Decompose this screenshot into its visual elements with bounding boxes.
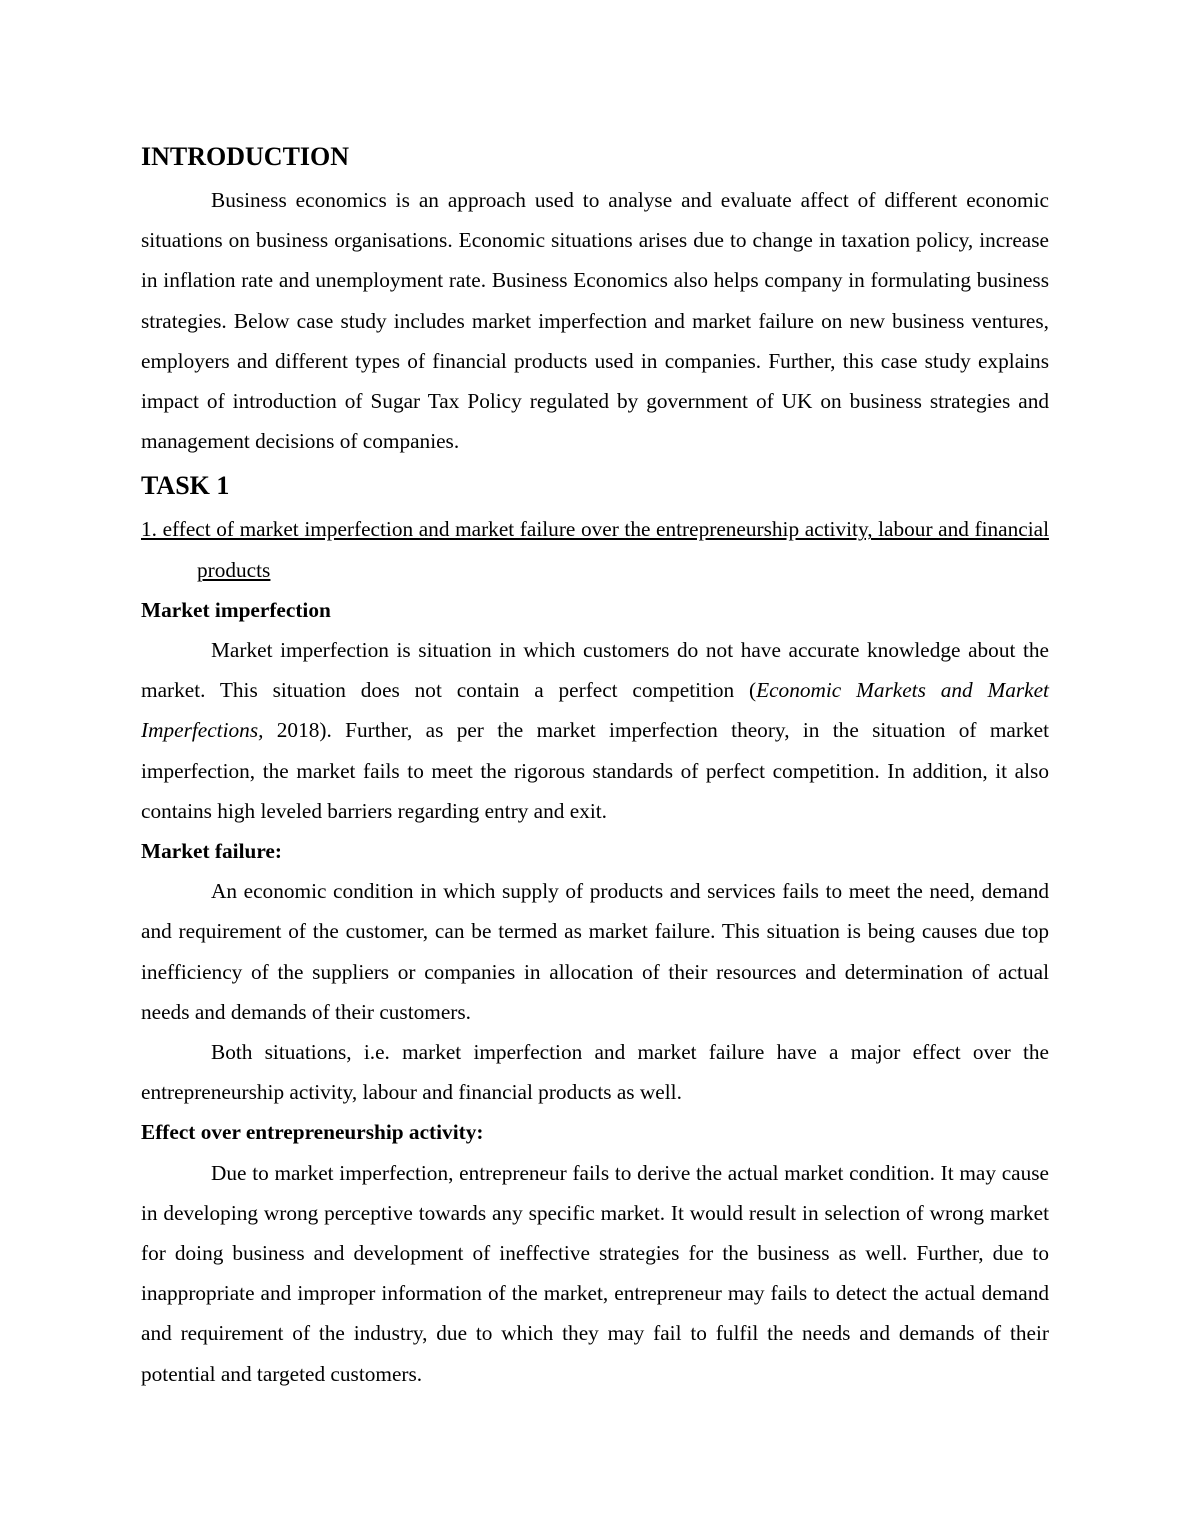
- task-1-item-heading: [141, 509, 1049, 589]
- introduction-heading: INTRODUCTION: [141, 142, 350, 171]
- market-imperfection-text-2: 2018). Further, as per the market imperfection theory, in the situation of market imperfection, the market fails to meet the rigorous standards of perfect competition. In addition, it also contains high leveled barriers regarding entry and exit.: [141, 718, 1049, 823]
- market-imperfection-text-1: Market imperfection is situation in which customers do not have accurate knowledge about the market. This situation does not contain a perfect competition (: [141, 638, 1049, 703]
- introduction-paragraph: Business economics is an approach used to analyse and evaluate affect of different economic situations on business organisations. Economic situations arises due to change in taxation policy, increase in inflation rate and unemployment rate. Business Economics also helps company in formulating business strategies. Below case study includes market imperfection and market failure on new business ventures, employers and different types of financial products used in companies. Further, this case study explains impact of introduction of Sugar Tax Policy regulated by government of UK on business strategies and management decisions of companies.: [141, 188, 1049, 454]
- task-1-heading: TASK 1: [141, 471, 230, 501]
- market-imperfection-citation: Economic Markets and Market Imperfections,: [141, 678, 1049, 743]
- entrepreneurship-heading: Effect over entrepreneurship activity:: [141, 1120, 484, 1145]
- market-imperfection-paragraph: [141, 630, 1049, 831]
- task-1-item-heading-text: 1. effect of market imperfection and market failure over the entrepreneurship activity, labour and financial products: [141, 517, 1049, 582]
- document-page: [141, 138, 1049, 1394]
- market-failure-paragraph-1: An economic condition in which supply of products and services fails to meet the need, demand and requirement of the customer, can be termed as market failure. This situation is being causes due top inefficiency of the suppliers or companies in allocation of their resources and determination of actual needs and demands of their customers.: [141, 879, 1049, 1024]
- market-imperfection-heading: Market imperfection: [141, 597, 331, 622]
- entrepreneurship-paragraph: Due to market imperfection, entrepreneur fails to derive the actual market condition. It may cause in developing wrong perceptive towards any specific market. It would result in selection of wrong market for doing business and development of ineffective strategies for the business as well. Further, due to inappropriate and improper information of the market, entrepreneur may fails to detect the actual demand and requirement of the industry, due to which they may fail to fulfil the needs and demands of their potential and targeted customers.: [141, 1160, 1049, 1386]
- market-failure-heading: Market failure:: [141, 839, 282, 864]
- market-failure-paragraph-2: Both situations, i.e. market imperfection and market failure have a major effect over the entrepreneurship activity, labour and financial products as well.: [141, 1040, 1049, 1105]
